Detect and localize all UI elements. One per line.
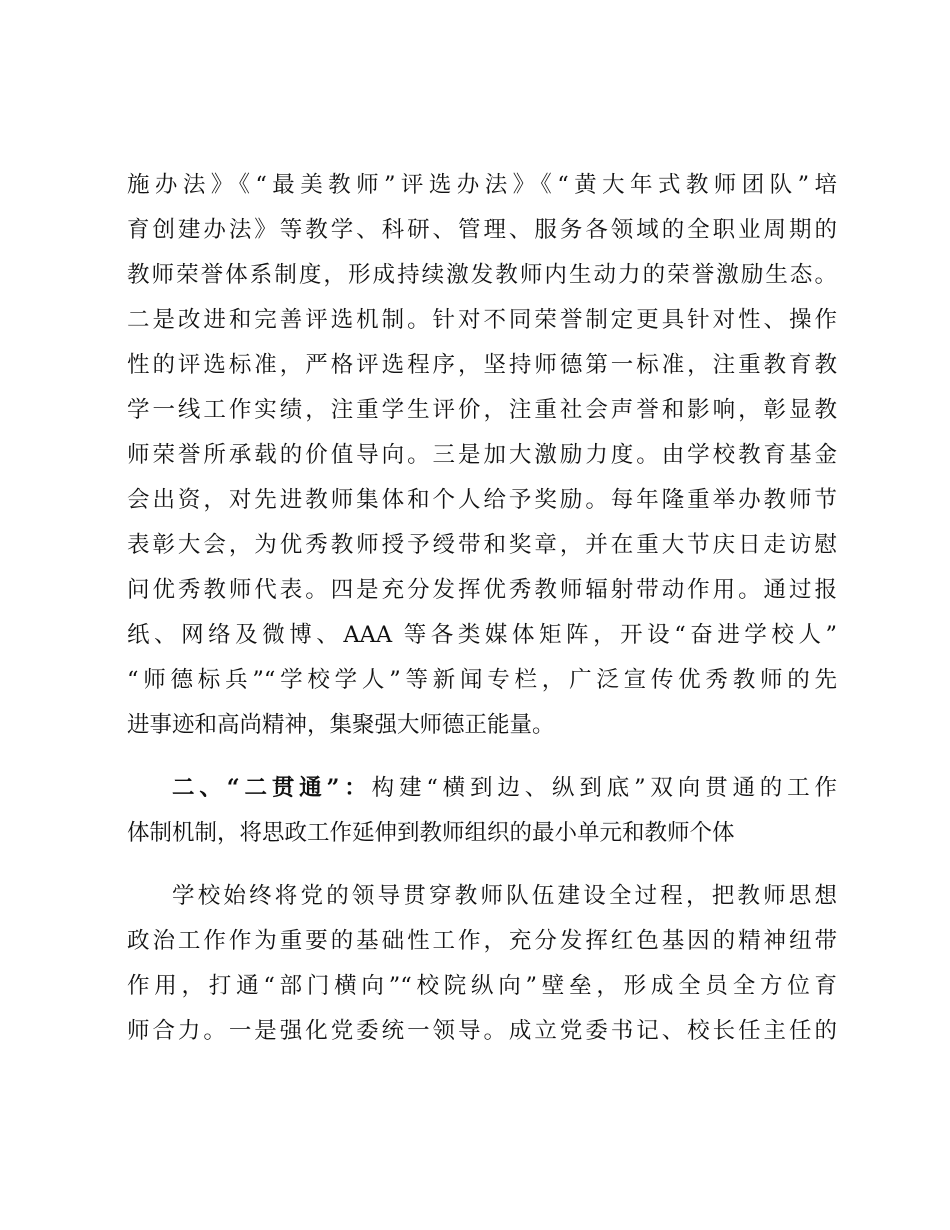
text-line: 政治工作作为重要的基础性工作，充分发挥红色基因的精神纽带 — [127, 928, 837, 954]
text-line: 育创建办法》等教学、科研、管理、服务各领域的全职业周期的 — [127, 217, 837, 243]
section-heading — [172, 766, 837, 810]
section-heading-line2: 体制机制，将思政工作延伸到教师组织的最小单元和教师个体 — [127, 820, 735, 846]
text-line: 纸、网络及微博、AAA 等各类媒体矩阵，开设“奋进学校人” — [127, 622, 837, 648]
text-line: 会出资，对先进教师集体和个人给予奖励。每年隆重举办教师节 — [127, 487, 837, 513]
text-line: 施办法》《“最美教师”评选办法》《“黄大年式教师团队”培 — [127, 172, 837, 198]
text-line: 作用，打通“部门横向”“校院纵向”壁垒，形成全员全方位育 — [127, 973, 837, 999]
text-line: 问优秀教师代表。四是充分发挥优秀教师辐射带动作用。通过报 — [127, 577, 837, 603]
text-line: 性的评选标准，严格评选程序，坚持师德第一标准，注重教育教 — [127, 352, 837, 378]
text-line: 师荣誉所承载的价值导向。三是加大激励力度。由学校教育基金 — [127, 442, 837, 468]
text-line: 学一线工作实绩，注重学生评价，注重社会声誉和影响，彰显教 — [127, 397, 837, 423]
text-line: 教师荣誉体系制度，形成持续激发教师内生动力的荣誉激励生态。 — [127, 262, 837, 288]
heading-text: 构建“横到边、纵到底”双向贯通的工作 — [371, 775, 837, 801]
heading-label: 二、“二贯通”： — [172, 775, 372, 801]
text-line: 二是改进和完善评选机制。针对不同荣誉制定更具针对性、操作 — [127, 307, 837, 333]
text-line: 进事迹和高尚精神，集聚强大师德正能量。 — [127, 712, 555, 738]
text-line: 师合力。一是强化党委统一领导。成立党委书记、校长任主任的 — [127, 1018, 837, 1044]
text-line: 表彰大会，为优秀教师授予绶带和奖章，并在重大节庆日走访慰 — [127, 532, 837, 558]
text-line: 学校始终将党的领导贯穿教师队伍建设全过程，把教师思想 — [172, 883, 837, 909]
text-line: “师德标兵”“学校学人”等新闻专栏，广泛宣传优秀教师的先 — [127, 667, 837, 693]
